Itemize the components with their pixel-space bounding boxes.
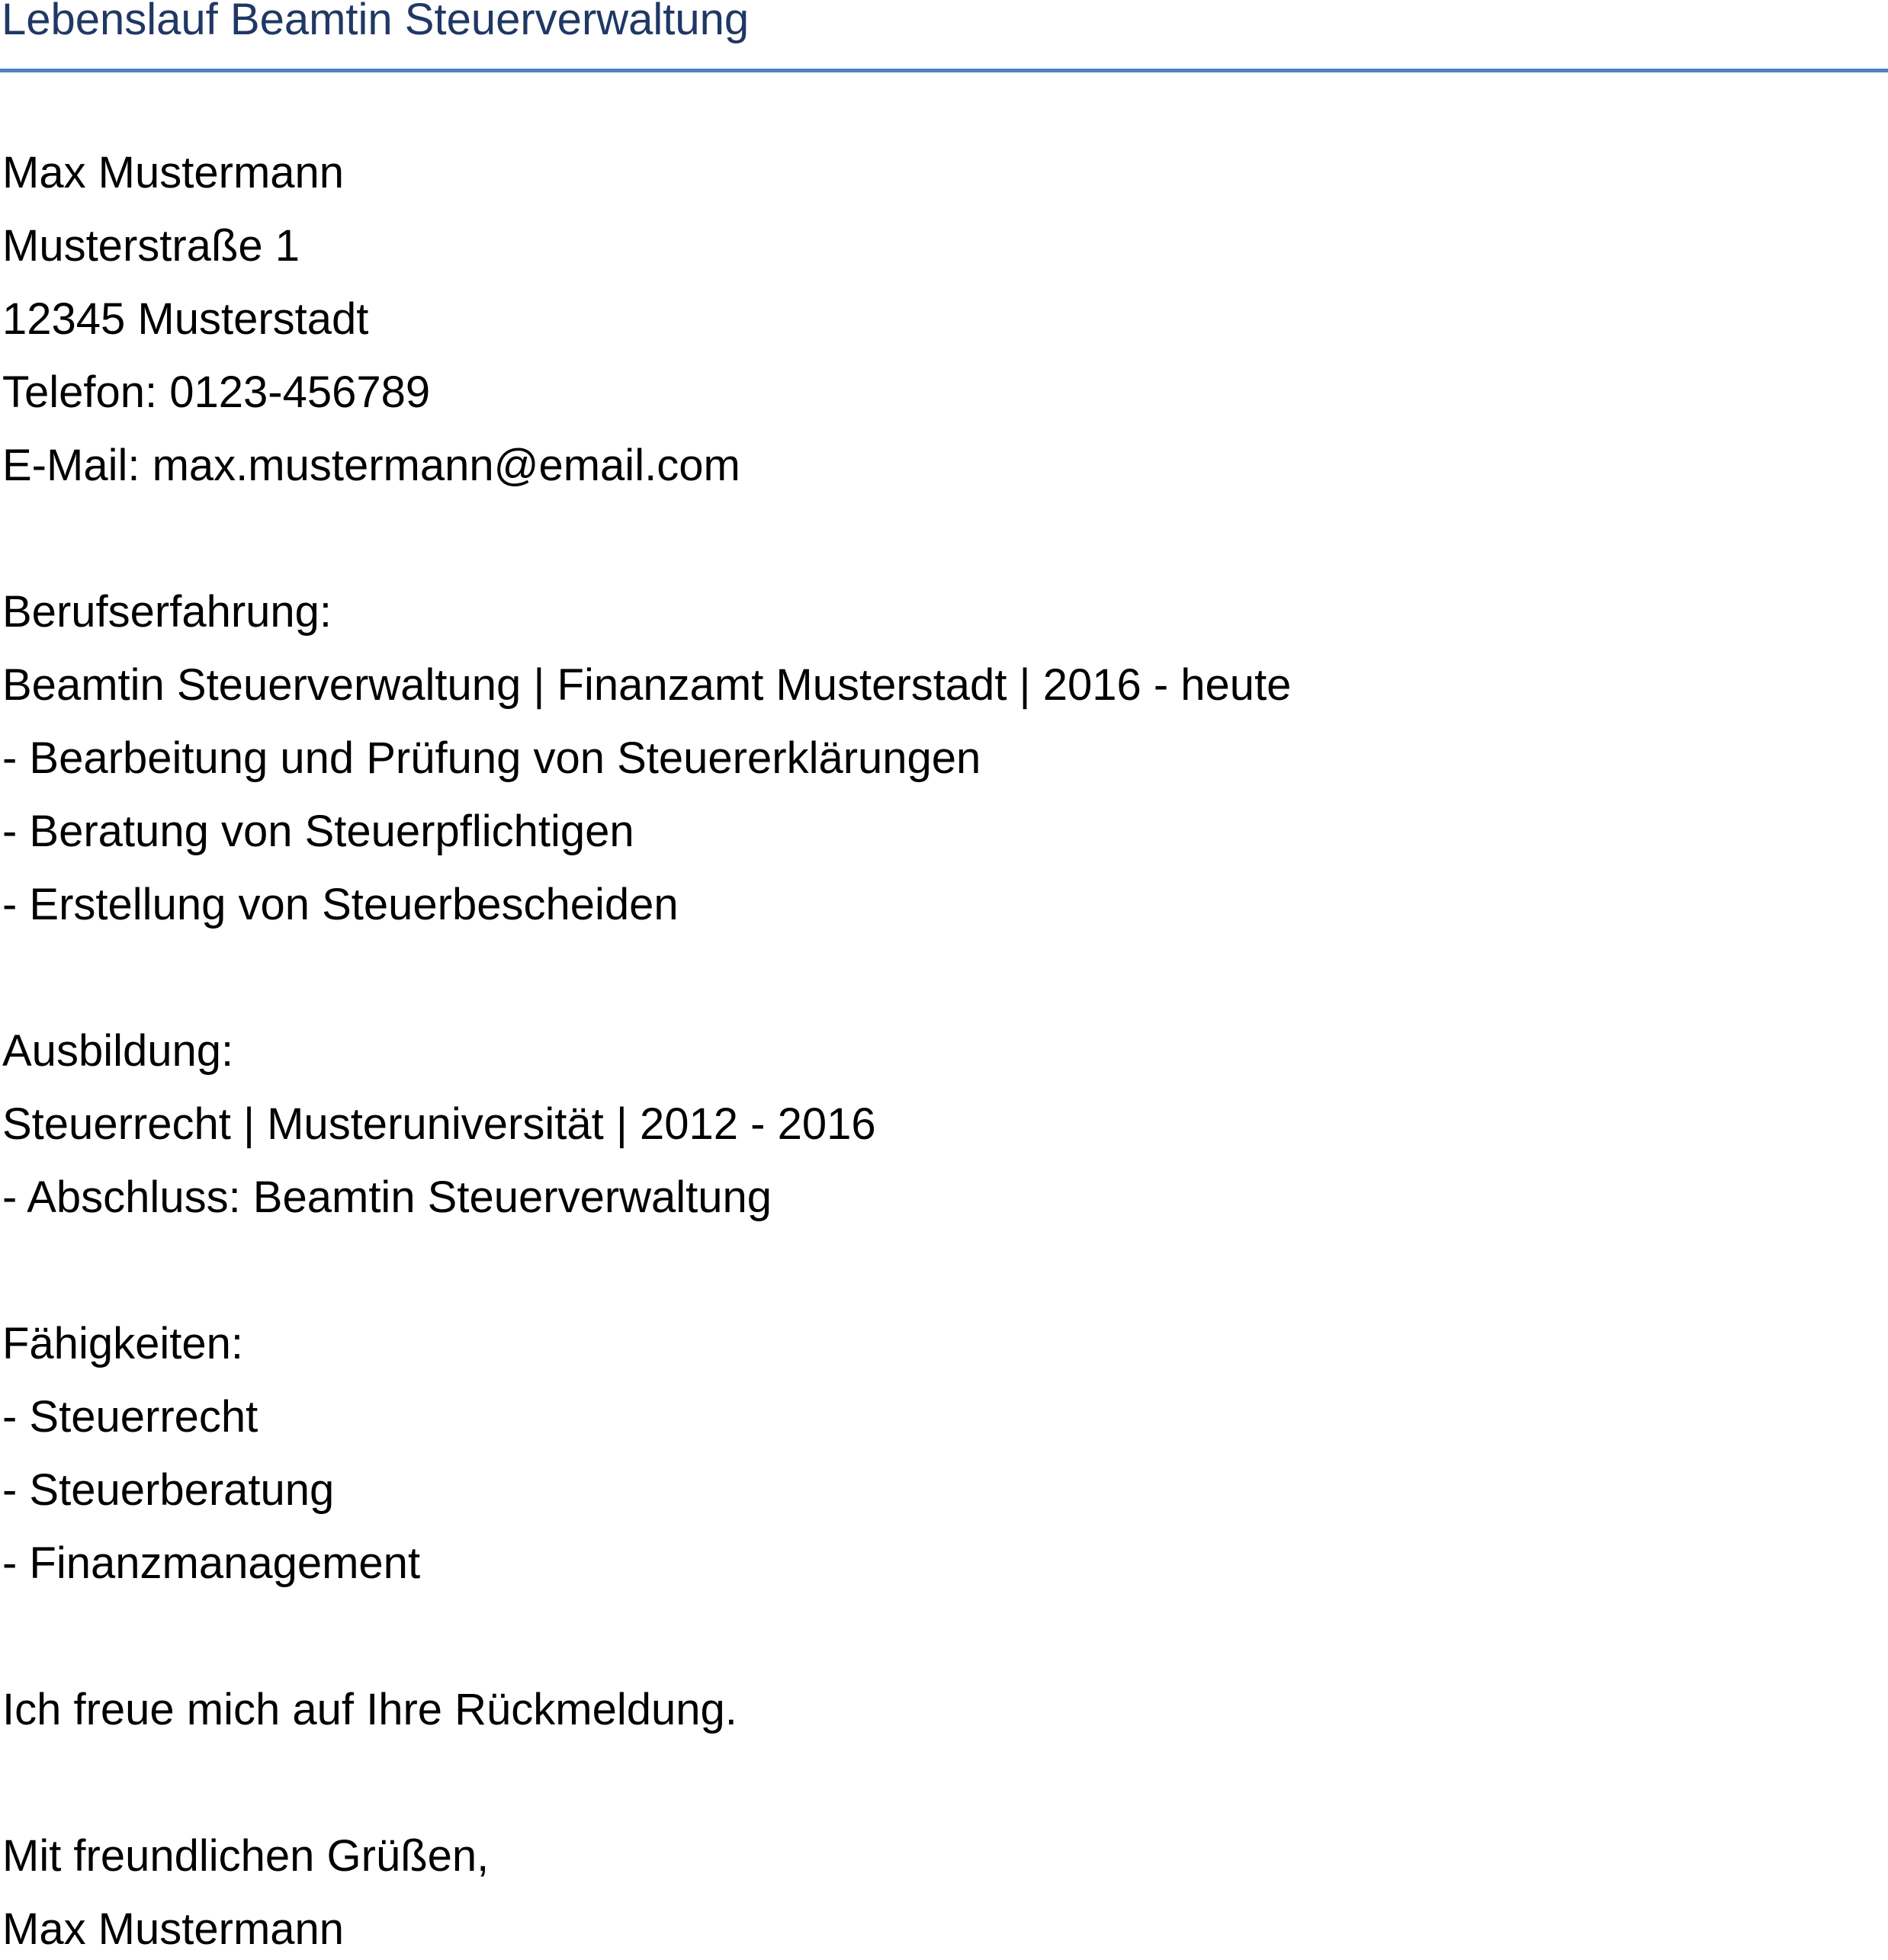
closing-text: Ich freue mich auf Ihre Rückmeldung. [2, 1685, 737, 1734]
skill-item: - Steuerrecht [2, 1392, 258, 1442]
signature-name: Max Mustermann [2, 1904, 345, 1954]
contact-phone: Telefon: 0123-456789 [2, 367, 431, 417]
document-title: Lebenslauf Beamtin Steuerverwaltung [2, 0, 750, 44]
title-divider [0, 69, 1888, 72]
experience-task: - Erstellung von Steuerbescheiden [2, 880, 679, 929]
skills-heading: Fähigkeiten: [2, 1319, 243, 1368]
education-heading: Ausbildung: [2, 1026, 234, 1076]
closing-greeting: Mit freundlichen Grüßen, [2, 1831, 490, 1881]
experience-task: - Beratung von Steuerpflichtigen [2, 807, 634, 856]
education-degree: - Abschluss: Beamtin Steuerverwaltung [2, 1172, 772, 1222]
skill-item: - Steuerberatung [2, 1465, 335, 1515]
contact-street: Musterstraße 1 [2, 221, 300, 271]
experience-position: Beamtin Steuerverwaltung | Finanzamt Musterstadt | 2016 - heute [2, 660, 1292, 710]
contact-email: E-Mail: max.mustermann@email.com [2, 441, 740, 490]
contact-city: 12345 Musterstadt [2, 294, 369, 344]
skill-item: - Finanzmanagement [2, 1538, 421, 1588]
contact-name: Max Mustermann [2, 148, 345, 197]
experience-task: - Bearbeitung und Prüfung von Steuererklärungen [2, 733, 981, 783]
experience-heading: Berufserfahrung: [2, 587, 332, 637]
education-program: Steuerrecht | Musteruniversität | 2012 - 2016 [2, 1099, 876, 1149]
